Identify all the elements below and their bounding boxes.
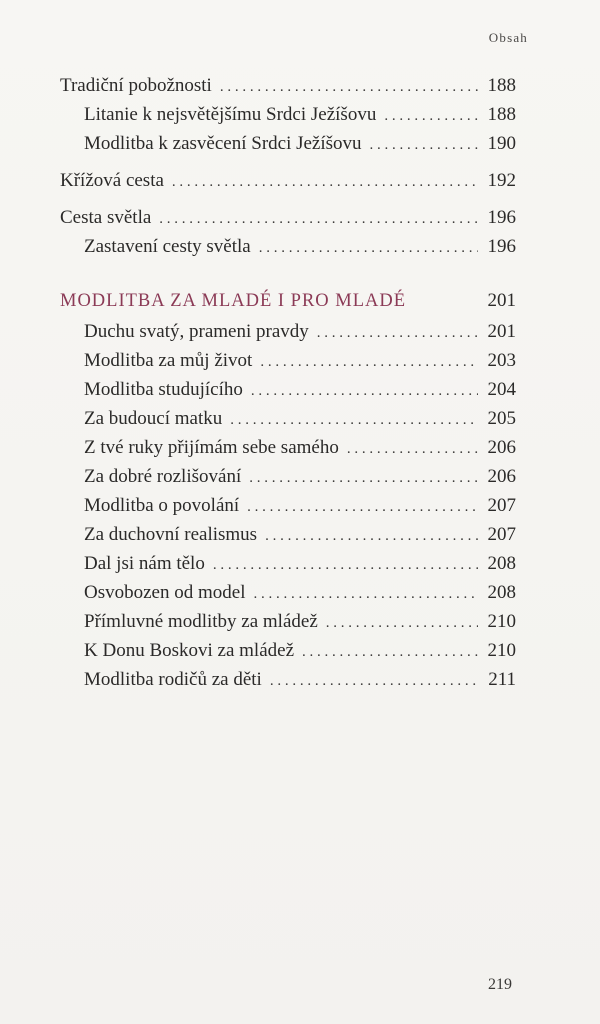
toc-entry [84, 549, 516, 578]
toc-entry-title: Tradiční pobožnosti [60, 75, 212, 96]
toc-entry-title: Modlitba k zasvěcení Srdci Ježíšovu [84, 133, 362, 154]
toc-entry-page: 196 [487, 207, 516, 228]
toc-entry-page: 208 [487, 553, 516, 574]
section-heading-row [60, 285, 516, 317]
section-entries [60, 317, 516, 694]
toc-entry-page: 205 [487, 408, 516, 429]
toc-entry [60, 166, 516, 195]
toc-group-light [60, 203, 516, 261]
toc-entry-page: 211 [488, 669, 516, 690]
toc-entry-page: 201 [487, 321, 516, 342]
table-of-contents [60, 71, 516, 694]
toc-entry-title: Křížová cesta [60, 170, 164, 191]
dot-leader [326, 607, 478, 638]
toc-entry-page: 188 [487, 75, 516, 96]
toc-entry-title: Za dobré rozlišování [84, 466, 242, 487]
toc-entry [84, 317, 516, 346]
toc-entry [84, 433, 516, 462]
dot-leader [253, 578, 478, 609]
toc-entry [84, 520, 516, 549]
toc-entry [60, 129, 516, 158]
dot-leader [172, 166, 478, 197]
toc-entry-page: 203 [487, 350, 516, 371]
toc-entry-title: Cesta světla [60, 207, 152, 228]
toc-entry-page: 188 [487, 104, 516, 125]
toc-entry-title: Duchu svatý, prameni pravdy [84, 321, 309, 342]
toc-entry-page: 210 [487, 640, 516, 661]
toc-entry [84, 665, 516, 694]
toc-entry-page: 207 [487, 524, 516, 545]
toc-entry-page: 196 [487, 236, 516, 257]
dot-leader [259, 232, 478, 263]
toc-entry-title: Za duchovní realismus [84, 524, 258, 545]
dot-leader [302, 636, 478, 667]
toc-entry-page: 190 [487, 133, 516, 154]
toc-entry [84, 491, 516, 520]
toc-group-stations [60, 166, 516, 195]
toc-entry-title: Modlitba za můj život [84, 350, 253, 371]
toc-entry-title: Dal jsi nám tělo [84, 553, 205, 574]
running-head: Obsah [488, 30, 528, 45]
toc-entry-title: Modlitba rodičů za děti [84, 669, 262, 690]
toc-entry [60, 203, 516, 232]
dot-leader [220, 71, 478, 102]
toc-entry-page: 204 [487, 379, 516, 400]
dot-leader [347, 433, 478, 464]
section-heading: MODLITBA ZA MLADÉ I PRO MLADÉ [60, 291, 407, 311]
toc-entry [60, 232, 516, 261]
toc-entry-title: Za budoucí matku [84, 408, 223, 429]
toc-entry-title: Osvobozen od model [84, 582, 246, 603]
toc-entry-title: Modlitba o povolání [84, 495, 240, 516]
dot-leader [270, 665, 478, 696]
toc-entry [84, 375, 516, 404]
toc-section [60, 285, 516, 694]
dot-leader [260, 346, 478, 377]
toc-entry-title: Litanie k nejsvětějšímu Srdci Ježíšovu [84, 104, 377, 125]
dot-leader [370, 129, 478, 160]
toc-entry-page: 208 [487, 582, 516, 603]
toc-entry-page: 207 [487, 495, 516, 516]
dot-leader [251, 375, 478, 406]
toc-entry [84, 607, 516, 636]
toc-entry-title: Modlitba studujícího [84, 379, 243, 400]
toc-entry-page: 192 [487, 170, 516, 191]
dot-leader [317, 317, 478, 348]
toc-entry [84, 462, 516, 491]
dot-leader [213, 549, 478, 580]
dot-leader [247, 491, 478, 522]
page-number: 219 [488, 976, 512, 993]
toc-entry-page: 206 [487, 437, 516, 458]
dot-leader [159, 203, 478, 234]
dot-leader [265, 520, 478, 551]
toc-entry-page: 206 [487, 466, 516, 487]
toc-entry-page: 210 [487, 611, 516, 632]
toc-group-traditional [60, 71, 516, 158]
toc-entry-title: Zastavení cesty světla [84, 236, 251, 257]
toc-entry-title: K Donu Boskovi za mládež [84, 640, 295, 661]
toc-entry [84, 404, 516, 433]
dot-leader [249, 462, 478, 493]
toc-entry-title: Přímluvné modlitby za mládež [84, 611, 318, 632]
toc-entry [84, 636, 516, 665]
dot-leader [384, 100, 478, 131]
toc-entry [84, 346, 516, 375]
section-page: 201 [487, 290, 516, 311]
dot-leader [230, 404, 478, 435]
toc-entry-title: Z tvé ruky přijímám sebe samého [84, 437, 339, 458]
toc-entry [60, 100, 516, 129]
toc-entry [84, 578, 516, 607]
toc-entry [60, 71, 516, 100]
